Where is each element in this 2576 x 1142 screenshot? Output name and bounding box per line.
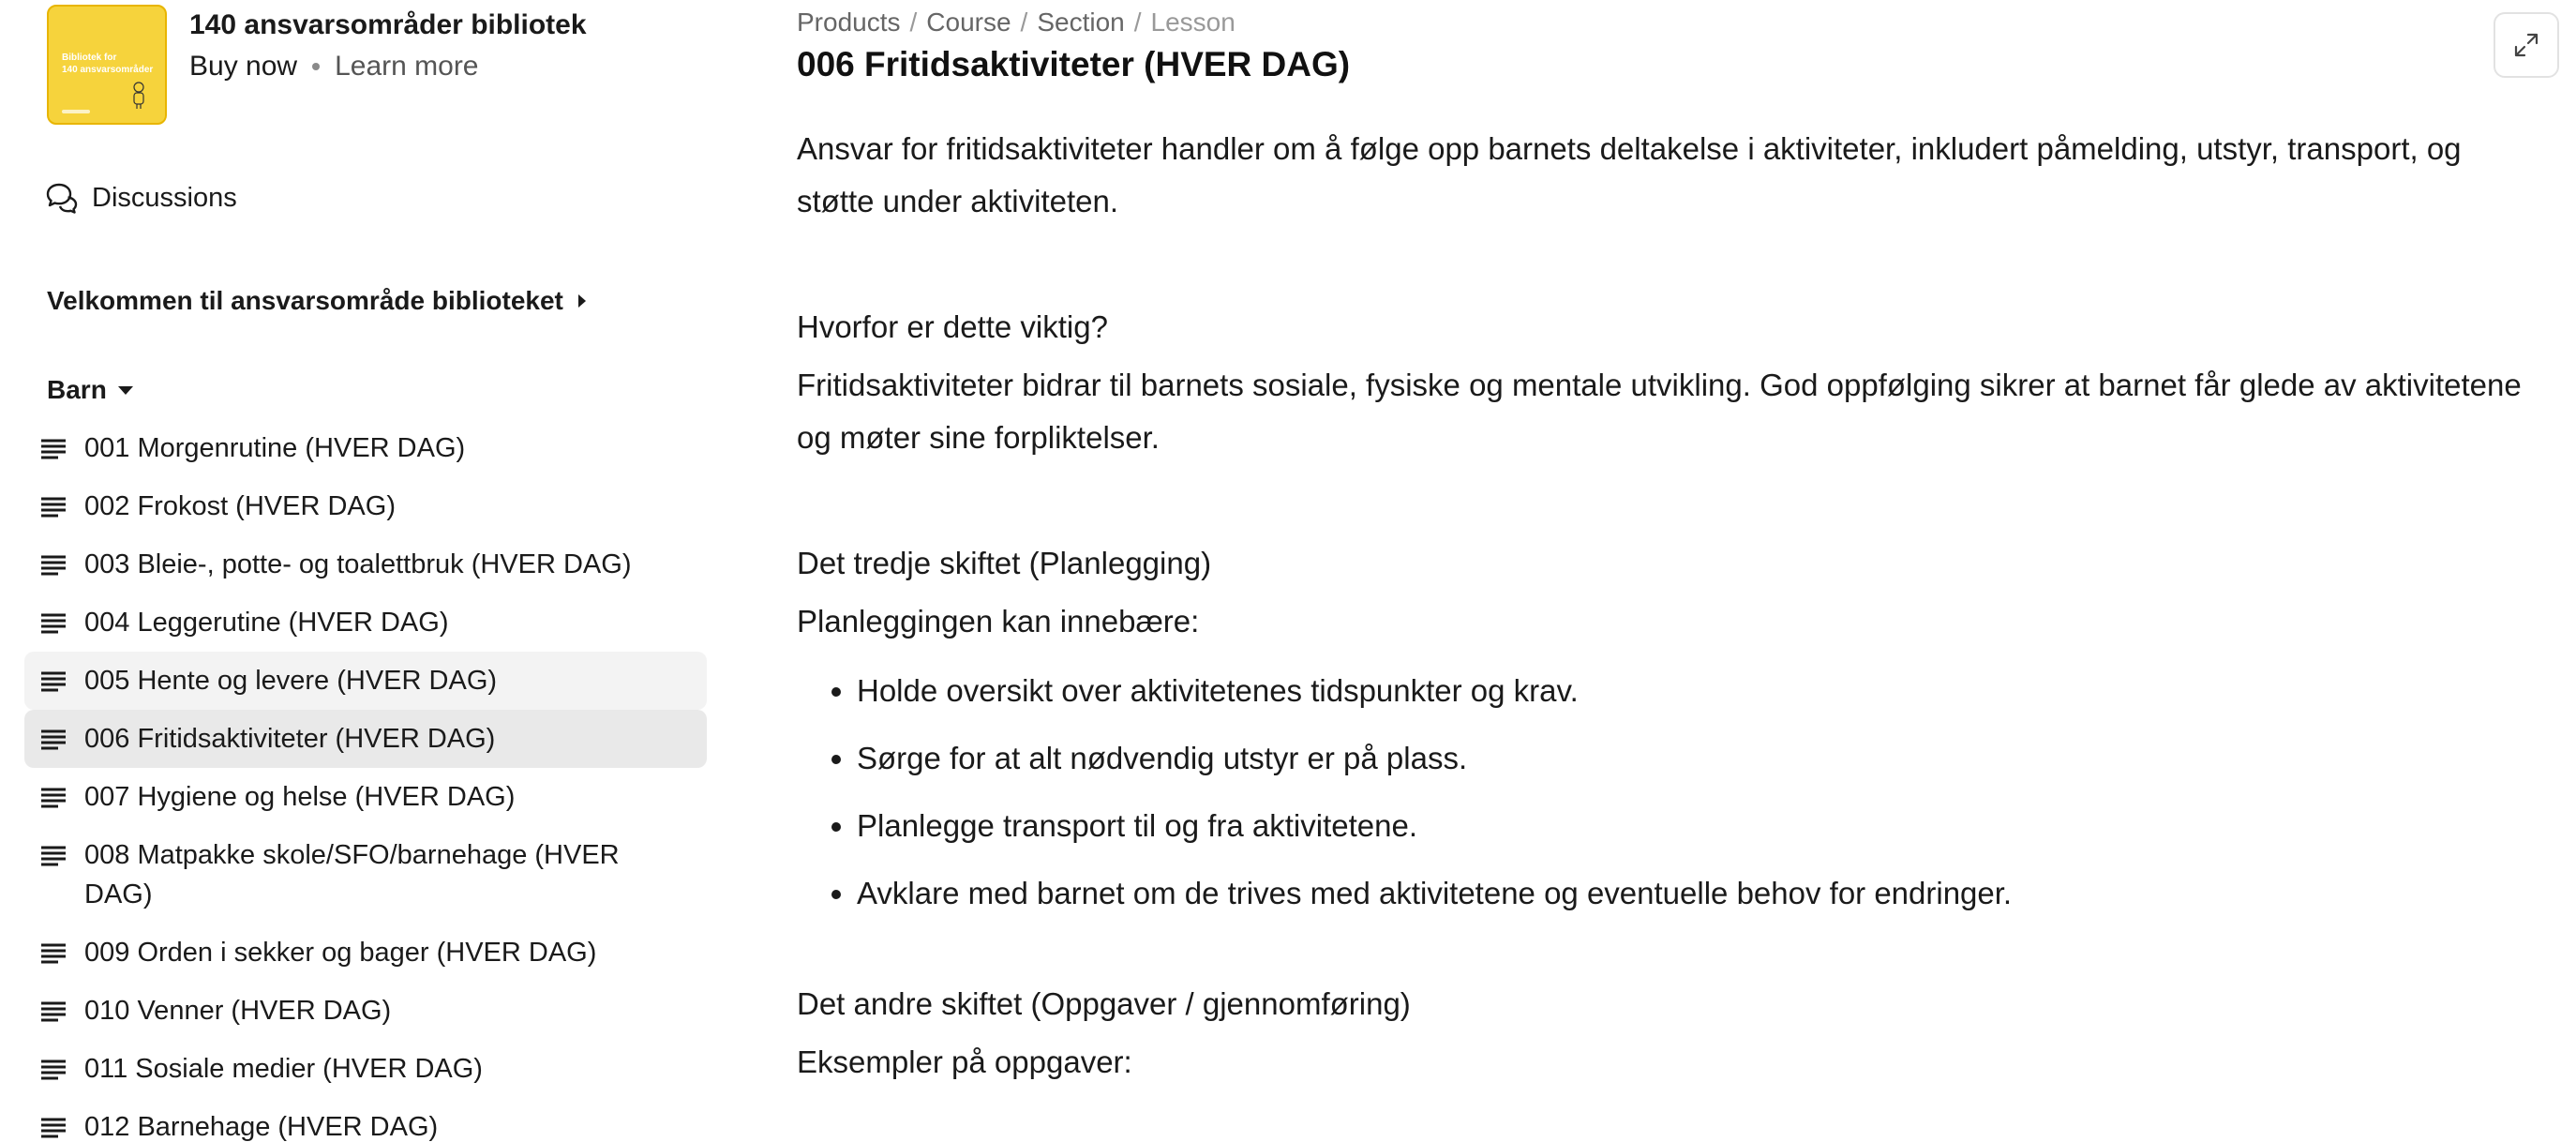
second-shift-intro: Eksempler på oppgaver: xyxy=(797,1044,1132,1079)
cover-line-2: 140 ansvarsområder xyxy=(62,65,154,75)
text-lines-icon xyxy=(41,497,66,518)
list-item: • Sørge for at alt nødvendig utstyr er på plass. xyxy=(857,732,2540,785)
lesson-item[interactable] xyxy=(24,419,707,477)
second-shift-heading: Det andre skiftet (Oppgaver / gjennomføring) xyxy=(797,986,1411,1021)
section-barn[interactable] xyxy=(47,375,133,405)
chat-bubbles-icon xyxy=(45,182,79,214)
caret-down-icon xyxy=(118,386,133,395)
lesson-item[interactable] xyxy=(24,924,707,982)
text-lines-icon xyxy=(41,846,66,866)
lesson-label: 003 Bleie-, potte- og toalettbruk (HVER DAG) xyxy=(84,549,632,579)
text-lines-icon xyxy=(41,1059,66,1080)
text-lines-icon xyxy=(41,439,66,459)
why-heading: Hvorfor er dette viktig? xyxy=(797,309,1108,344)
breadcrumb-separator: / xyxy=(1133,8,1142,37)
intro-paragraph: Ansvar for fritidsaktiviteter handler om å følge opp barnets deltakelse i aktiviteter, inkludert påmelding, utstyr, transport, og støtte under aktiviteten. xyxy=(797,131,2462,218)
text-lines-icon xyxy=(41,1118,66,1138)
why-paragraph: Fritidsaktiviteter bidrar til barnets sosiale, fysiske og mentale utvikling. God oppfølging sikrer at barnet får glede av aktivitetene og møter sine forpliktelser. xyxy=(797,368,2522,455)
text-lines-icon xyxy=(41,943,66,964)
lesson-article xyxy=(797,123,2540,1089)
lesson-label: 002 Frokost (HVER DAG) xyxy=(84,491,396,521)
cover-line-1: Bibliotek for xyxy=(62,53,117,63)
lesson-item[interactable] xyxy=(24,594,707,652)
lesson-label: 007 Hygiene og helse (HVER DAG) xyxy=(84,782,516,812)
product-links xyxy=(189,49,587,84)
lesson-label: 009 Orden i sekker og bager (HVER DAG) xyxy=(84,938,597,968)
dot-separator xyxy=(312,63,320,70)
breadcrumb xyxy=(797,8,1236,38)
lesson-item[interactable] xyxy=(24,1098,707,1142)
lesson-item[interactable] xyxy=(24,1040,707,1098)
lesson-label: 010 Venner (HVER DAG) xyxy=(84,996,392,1026)
lesson-item[interactable] xyxy=(24,477,707,535)
third-shift-heading: Det tredje skiftet (Planlegging) xyxy=(797,546,1212,580)
text-lines-icon xyxy=(41,555,66,576)
product-cover-image[interactable] xyxy=(47,5,167,125)
discussions-label: Discussions xyxy=(92,182,237,213)
caret-right-icon xyxy=(578,294,586,308)
cover-figure-icon xyxy=(131,82,146,110)
breadcrumb-lesson: Lesson xyxy=(1150,8,1236,37)
text-lines-icon xyxy=(41,1001,66,1022)
lesson-content xyxy=(797,0,2559,1142)
lesson-label: 008 Matpakke skole/SFO/barnehage (HVER DAG) xyxy=(84,840,620,909)
text-lines-icon xyxy=(41,788,66,808)
text-lines-icon xyxy=(41,671,66,692)
lesson-item[interactable] xyxy=(24,826,707,924)
text-lines-icon xyxy=(41,729,66,750)
lesson-label: 006 Fritidsaktiviteter (HVER DAG) xyxy=(84,724,496,754)
learn-more-link[interactable]: Learn more xyxy=(335,51,479,82)
text-lines-icon xyxy=(41,613,66,634)
cover-footer-mark xyxy=(62,110,90,113)
discussions-link[interactable] xyxy=(45,182,237,214)
lesson-item[interactable] xyxy=(24,535,707,594)
cover-text xyxy=(62,52,153,76)
lesson-item[interactable] xyxy=(24,768,707,826)
expand-button[interactable] xyxy=(2494,12,2559,78)
lesson-label: 005 Hente og levere (HVER DAG) xyxy=(84,666,498,696)
lesson-label: 012 Barnehage (HVER DAG) xyxy=(84,1112,439,1142)
lesson-label: 001 Morgenrutine (HVER DAG) xyxy=(84,433,466,463)
list-item: • Avklare med barnet om de trives med aktivitetene og eventuelle behov for endringer. xyxy=(857,867,2540,920)
product-title[interactable]: 140 ansvarsområder bibliotek xyxy=(189,9,587,40)
list-item: • Planlegge transport til og fra aktivitetene. xyxy=(857,800,2540,852)
list-item: • Holde oversikt over aktivitetenes tidspunkter og krav. xyxy=(857,665,2540,717)
product-header xyxy=(47,5,587,125)
section-welcome-label: Velkommen til ansvarsområde biblioteket xyxy=(47,286,563,315)
breadcrumb-course[interactable]: Course xyxy=(926,8,1011,37)
product-info xyxy=(189,5,587,84)
lesson-item[interactable] xyxy=(24,982,707,1040)
third-shift-intro: Planleggingen kan innebære: xyxy=(797,604,1200,639)
third-shift-list xyxy=(797,665,2540,920)
lesson-item-active[interactable] xyxy=(24,710,707,768)
expand-arrows-icon xyxy=(2512,31,2540,59)
breadcrumb-section[interactable]: Section xyxy=(1037,8,1125,37)
lesson-label: 011 Sosiale medier (HVER DAG) xyxy=(84,1054,483,1084)
lesson-item[interactable] xyxy=(24,652,707,710)
section-barn-label: Barn xyxy=(47,375,107,404)
breadcrumb-separator: / xyxy=(1020,8,1028,37)
buy-now-link[interactable]: Buy now xyxy=(189,51,298,82)
breadcrumb-separator: / xyxy=(909,8,918,37)
page-title: 006 Fritidsaktiviteter (HVER DAG) xyxy=(797,45,1351,83)
breadcrumb-products[interactable]: Products xyxy=(797,8,901,37)
sidebar xyxy=(0,0,741,1142)
lesson-label: 004 Leggerutine (HVER DAG) xyxy=(84,608,449,638)
lesson-list xyxy=(24,419,707,1142)
section-welcome[interactable] xyxy=(47,286,586,316)
